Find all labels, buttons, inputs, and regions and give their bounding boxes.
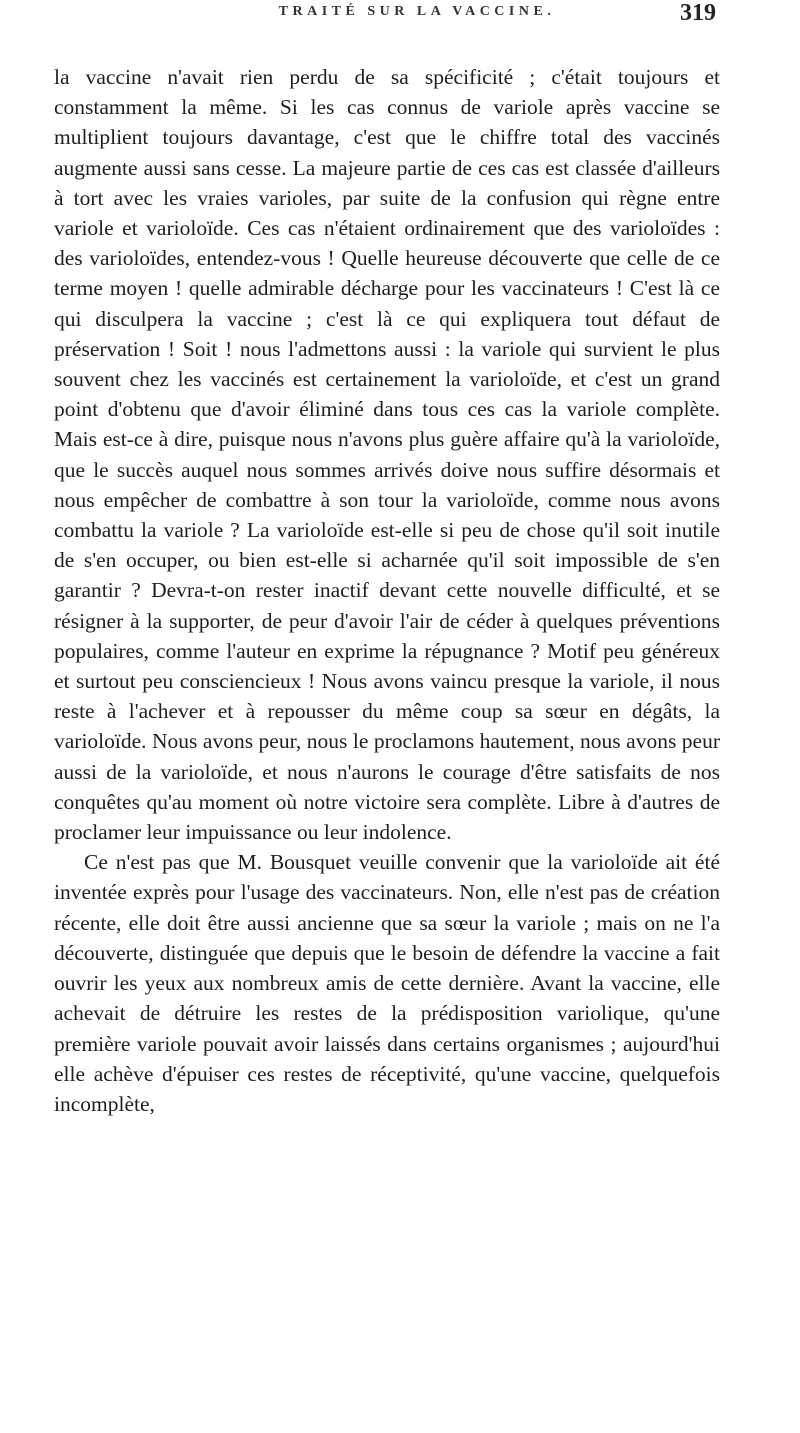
paragraph-continuation: la vaccine n'avait rien perdu de sa spécificité ; c'était toujours et constamment la même. Si les cas connus de variole après vaccine se multiplient toujours davantage, c'est que le chiffre total des vaccinés augmente aussi sans cesse. La majeure partie de ces cas est classée d'ailleurs à tort avec les vraies varioles, par suite de la confusion qui règne entre variole et varioloïde. Ces cas n'étaient ordinairement que des varioloïdes : des varioloïdes, entendez-vous ! Quelle heureuse découverte que celle de ce terme moyen ! quelle admirable décharge pour les vaccinateurs ! C'est là ce qui disculpera la vaccine ; c'est là ce qui expliquera tout défaut de préservation ! Soit ! nous l'admettons aussi : la variole qui survient le plus souvent chez les vaccinés est certainement la varioloïde, et c'est un grand point d'obtenu que d'avoir éliminé dans tous ces cas la variole complète. Mais est-ce à dire, puisque nous n'avons plus guère affaire qu'à la varioloïde, que le succès auquel nous sommes arrivés doive nous suffire désormais et nous empêcher de combattre à son tour la varioloïde, comme nous avons combattu la variole ? La varioloïde est-elle si peu de chose qu'il soit inutile de s'en occuper, ou bien est-elle si acharnée qu'il soit impossible de s'en garantir ? Devra-t-on rester inactif devant cette nouvelle difficulté, et se résigner à la supporter, de peur d'avoir l'air de céder à quelques préventions populaires, comme l'auteur en exprime la répugnance ? Motif peu généreux et surtout peu consciencieux ! Nous avons vaincu presque la variole, il nous reste à l'achever et à repousser du même coup sa sœur en dégâts, la varioloïde. Nous avons peur, nous le proclamons hautement, nous avons peur aussi de la varioloïde, et nous n'aurons le courage d'être satisfaits de nos conquêtes qu'au moment où notre victoire sera complète. Libre à d'autres de proclamer leur impuissance ou leur indolence. (54, 65, 720, 845)
running-title: TRAITÉ SUR LA VACCINE. (278, 4, 556, 19)
paragraph-bousquet: Ce n'est pas que M. Bousquet veuille convenir que la varioloïde ait été inventée exprès pour l'usage des vaccinateurs. Non, elle n'est pas de création récente, elle doit être aussi ancienne que sa sœur la variole ; mais on ne l'a découverte, distinguée que depuis que le besoin de défendre la vaccine a fait ouvrir les yeux aux nombreux amis de cette dernière. Avant la vaccine, elle achevait de détruire les restes de la prédisposition variolique, qu'une première variole pouvait avoir laissés dans certains organismes ; aujourd'hui elle achève d'épuiser ces restes de réceptivité, qu'une vaccine, quelquefois incomplète, (54, 850, 720, 1116)
page-number: 319 (680, 0, 716, 26)
running-head (54, 0, 720, 62)
book-page (54, 0, 720, 1433)
body-text (54, 62, 720, 1119)
